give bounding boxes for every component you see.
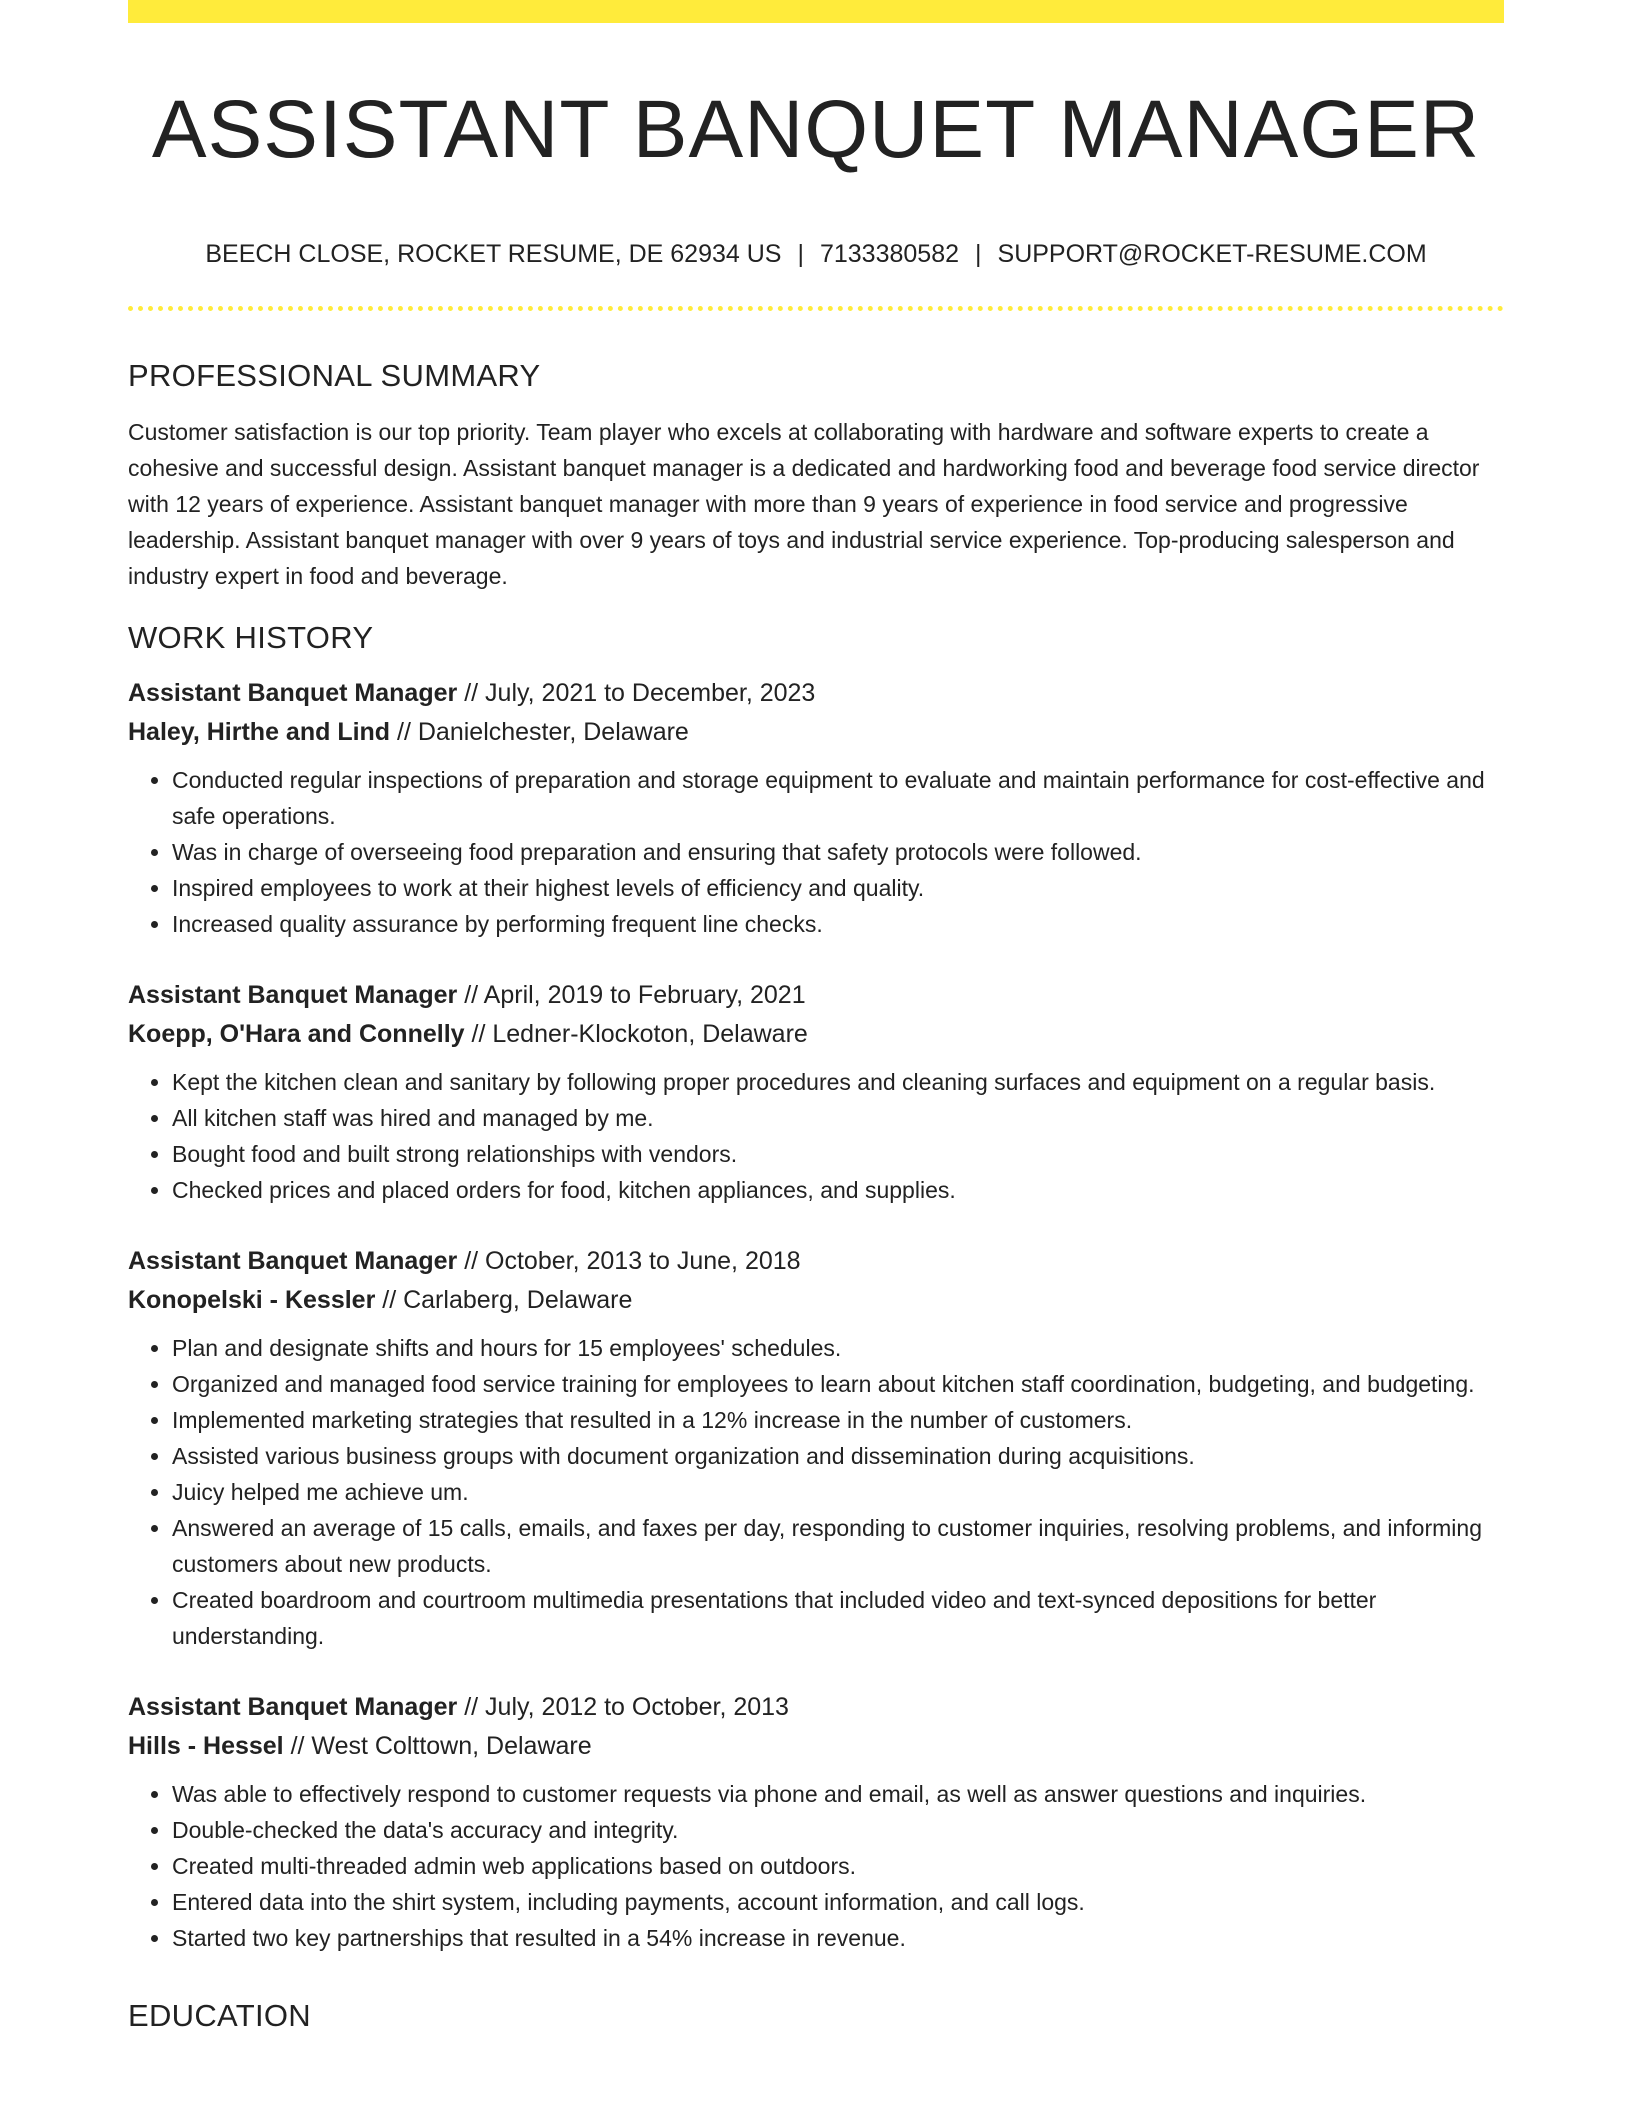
job-bullet: • Bought food and built strong relationships with vendors.: [172, 1136, 1504, 1172]
summary-heading: PROFESSIONAL SUMMARY: [128, 358, 541, 393]
job-bullet: • All kitchen staff was hired and managed by me.: [172, 1100, 1504, 1136]
job-bullet: • Plan and designate shifts and hours for 15 employees' schedules.: [172, 1330, 1504, 1366]
job-company: Hills - Hessel: [128, 1732, 284, 1760]
job-location: // West Colttown, Delaware: [290, 1732, 592, 1760]
job-company-line: [128, 713, 1504, 752]
job-company-line: [128, 1015, 1504, 1054]
job-title: Assistant Banquet Manager: [128, 679, 458, 707]
education-heading: EDUCATION: [128, 1998, 311, 2033]
job-entry: [128, 674, 1504, 942]
job-title-line: [128, 976, 1504, 1015]
job-company-line: [128, 1281, 1504, 1320]
job-entry: [128, 976, 1504, 1208]
contact-line: [128, 236, 1504, 272]
job-entry: [128, 1688, 1504, 1956]
work-history-heading: WORK HISTORY: [128, 620, 374, 655]
job-bullet: • Started two key partnerships that resulted in a 54% increase in revenue.: [172, 1920, 1504, 1956]
job-bullet: • Juicy helped me achieve um.: [172, 1474, 1504, 1510]
job-company: Haley, Hirthe and Lind: [128, 718, 391, 746]
job-bullet: • Implemented marketing strategies that resulted in a 12% increase in the number of customers.: [172, 1402, 1504, 1438]
job-bullet: • Assisted various business groups with document organization and dissemination during acquisitions.: [172, 1438, 1504, 1474]
job-bullet: • Was able to effectively respond to customer requests via phone and email, as well as answer questions and inquiries.: [172, 1776, 1504, 1812]
email: SUPPORT@ROCKET-RESUME.COM: [997, 240, 1427, 268]
summary-text: Customer satisfaction is our top priority. Team player who excels at collaborating with hardware and software experts to create a cohesive and successful design. Assistant banquet manager is a dedicated and hardworking food and beverage food service director with 12 years of experience. Assistant banquet manager with more than 9 years of experience in food service and progressive leadership. Assistant banquet manager with over 9 years of toys and industrial service experience. Top-producing salesperson and industry expert in food and beverage.: [128, 419, 1480, 589]
job-location: // Ledner-Klockoton, Delaware: [471, 1020, 808, 1048]
resume-title: ASSISTANT BANQUET MANAGER: [151, 84, 1481, 175]
job-dates: // April, 2019 to February, 2021: [464, 981, 806, 1009]
job-title-line: [128, 1242, 1504, 1281]
address: BEECH CLOSE, ROCKET RESUME, DE 62934 US: [205, 240, 782, 268]
job-bullets: [128, 1330, 1504, 1654]
job-bullet: • Increased quality assurance by performing frequent line checks.: [172, 906, 1504, 942]
job-location: // Carlaberg, Delaware: [382, 1286, 633, 1314]
job-company: Konopelski - Kessler: [128, 1286, 376, 1314]
job-title: Assistant Banquet Manager: [128, 1693, 458, 1721]
job-title-line: [128, 674, 1504, 713]
job-company-line: [128, 1727, 1504, 1766]
job-bullet: • Created boardroom and courtroom multimedia presentations that included video and text-synced depositions for better understanding.: [172, 1582, 1504, 1654]
job-title: Assistant Banquet Manager: [128, 981, 458, 1009]
job-company: Koepp, O'Hara and Connelly: [128, 1020, 465, 1048]
job-title: Assistant Banquet Manager: [128, 1247, 458, 1275]
job-title-line: [128, 1688, 1504, 1727]
job-dates: // July, 2012 to October, 2013: [464, 1693, 789, 1721]
job-bullet: • Checked prices and placed orders for food, kitchen appliances, and supplies.: [172, 1172, 1504, 1208]
job-bullet: • Double-checked the data's accuracy and integrity.: [172, 1812, 1504, 1848]
separator: |: [797, 240, 804, 268]
job-bullet: • Entered data into the shirt system, including payments, account information, and call logs.: [172, 1884, 1504, 1920]
job-entry: [128, 1242, 1504, 1654]
job-bullets: [128, 1064, 1504, 1208]
job-bullet: • Was in charge of overseeing food preparation and ensuring that safety protocols were followed.: [172, 834, 1504, 870]
resume-body: [128, 350, 1504, 2042]
job-bullet: • Created multi-threaded admin web applications based on outdoors.: [172, 1848, 1504, 1884]
job-list: [128, 674, 1504, 1956]
job-bullets: [128, 762, 1504, 942]
dotted-divider: [128, 306, 1504, 311]
phone: 7133380582: [819, 240, 960, 268]
job-bullet: • Kept the kitchen clean and sanitary by following proper procedures and cleaning surfaces and equipment on a regular basis.: [172, 1064, 1504, 1100]
job-bullet: • Organized and managed food service training for employees to learn about kitchen staff coordination, budgeting, and budgeting.: [172, 1366, 1504, 1402]
separator: |: [975, 240, 982, 268]
job-dates: // October, 2013 to June, 2018: [464, 1247, 801, 1275]
job-dates: // July, 2021 to December, 2023: [464, 679, 816, 707]
job-bullet: • Conducted regular inspections of preparation and storage equipment to evaluate and maintain performance for cost-effective and safe operations.: [172, 762, 1504, 834]
job-location: // Danielchester, Delaware: [397, 718, 689, 746]
top-accent-bar: [128, 0, 1504, 23]
job-bullets: [128, 1776, 1504, 1956]
job-bullet: • Answered an average of 15 calls, emails, and faxes per day, responding to customer inquiries, resolving problems, and informing customers about new products.: [172, 1510, 1504, 1582]
job-bullet: • Inspired employees to work at their highest levels of efficiency and quality.: [172, 870, 1504, 906]
